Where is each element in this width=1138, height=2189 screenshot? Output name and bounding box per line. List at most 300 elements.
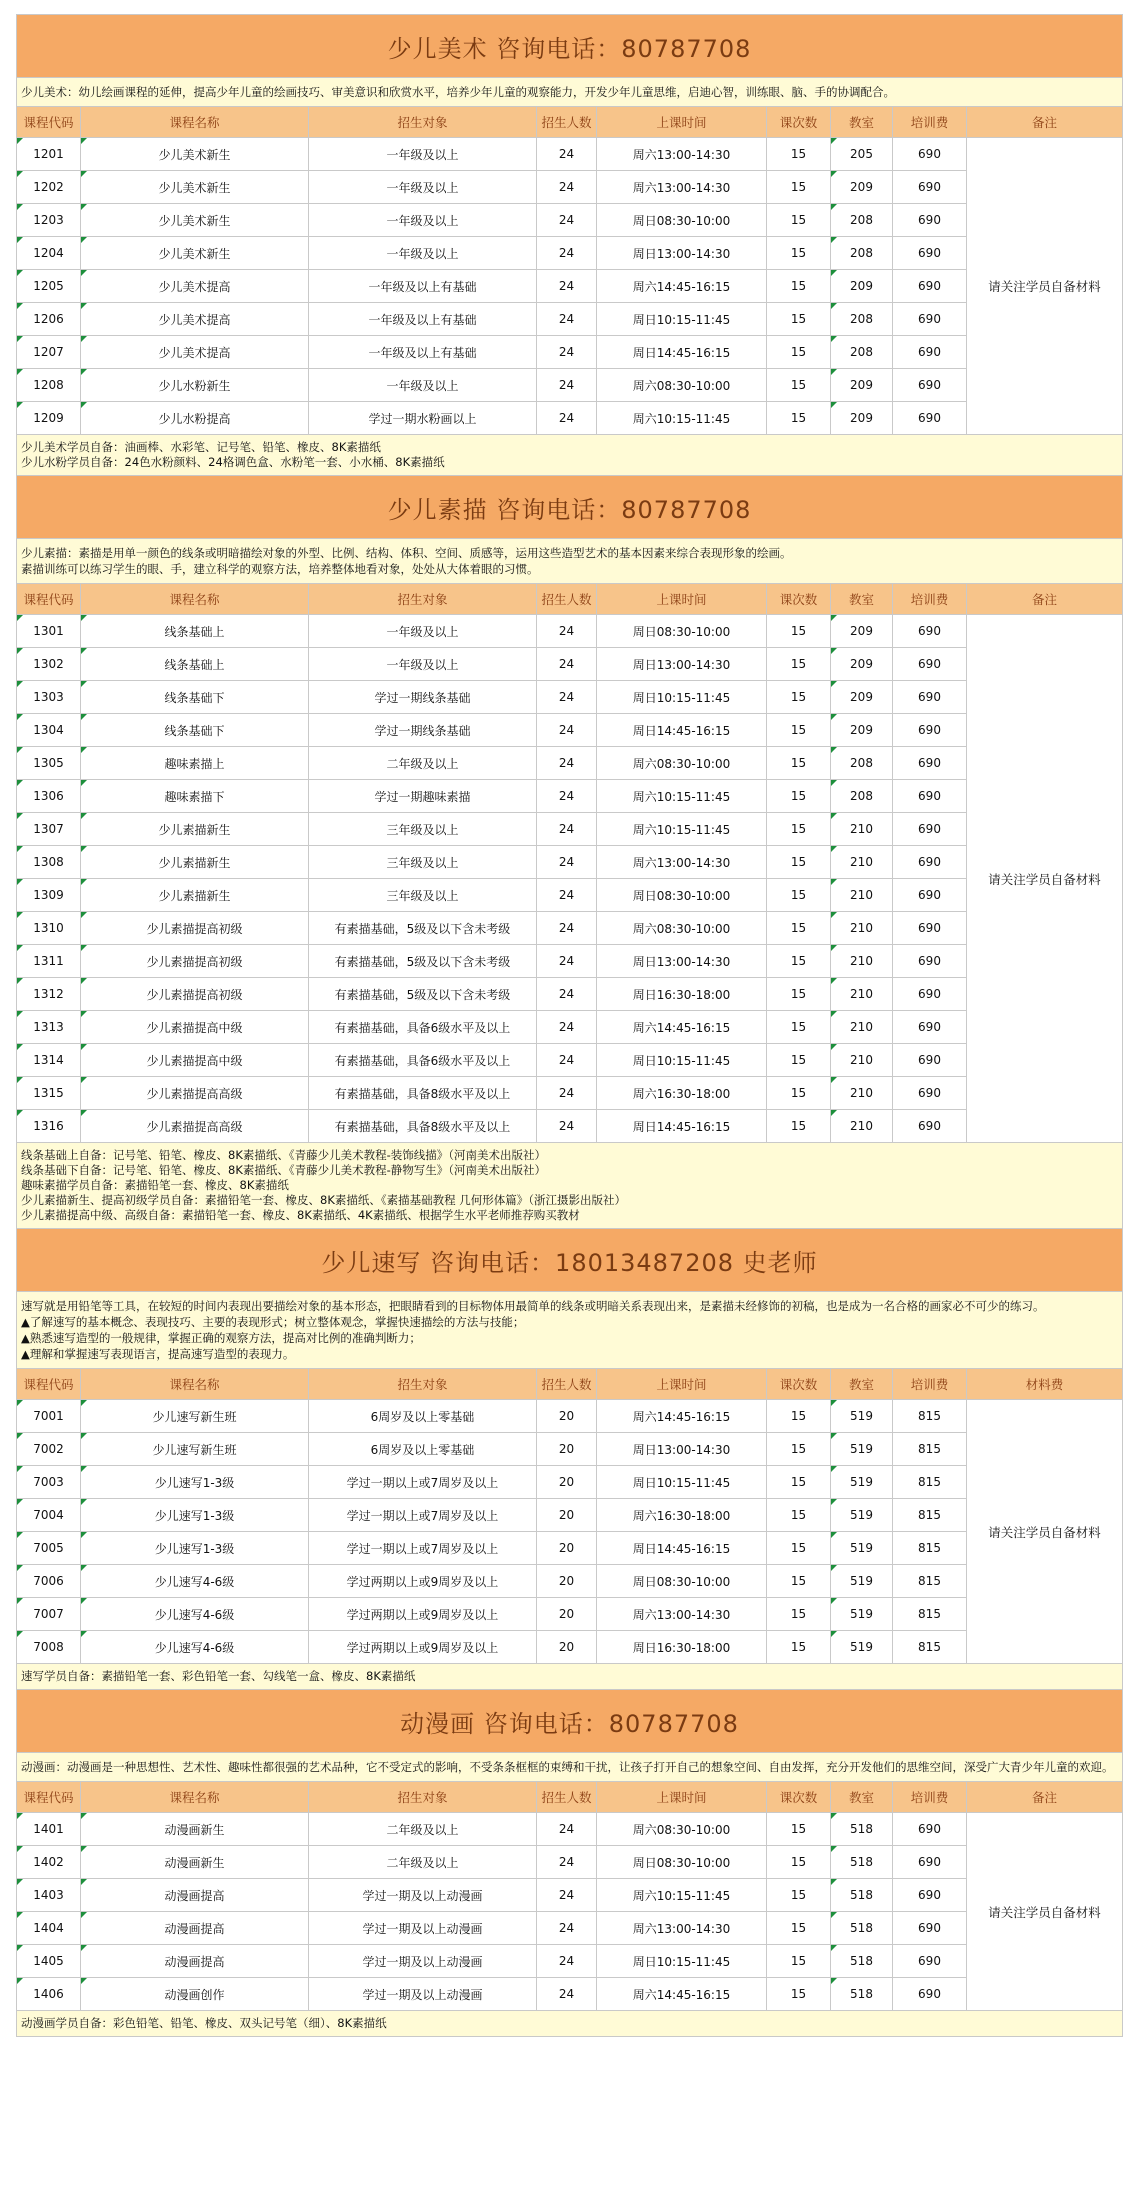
section-description xyxy=(17,1292,1123,1369)
table-cell: 周日10:15-11:45 xyxy=(597,681,767,714)
column-header: 课程名称 xyxy=(81,1369,309,1400)
table-cell: 24 xyxy=(537,369,597,402)
table-cell: 15 xyxy=(767,846,831,879)
table-cell: 一年级及以上 xyxy=(309,171,537,204)
table-cell: 24 xyxy=(537,945,597,978)
table-cell: 208 xyxy=(831,237,893,270)
table-cell: 15 xyxy=(767,171,831,204)
table-cell: 周日13:00-14:30 xyxy=(597,945,767,978)
table-cell: 15 xyxy=(767,138,831,171)
table-cell: 少儿素描提高初级 xyxy=(81,978,309,1011)
table-cell: 1312 xyxy=(17,978,81,1011)
table-cell: 1310 xyxy=(17,912,81,945)
column-header: 培训费 xyxy=(893,107,967,138)
table-cell: 周日08:30-10:00 xyxy=(597,1846,767,1879)
table-cell: 1405 xyxy=(17,1945,81,1978)
table-cell: 519 xyxy=(831,1532,893,1565)
table-cell: 690 xyxy=(893,270,967,303)
table-cell: 15 xyxy=(767,1846,831,1879)
table-cell: 7007 xyxy=(17,1598,81,1631)
column-header: 招生对象 xyxy=(309,107,537,138)
column-header: 上课时间 xyxy=(597,584,767,615)
table-cell: 少儿美术新生 xyxy=(81,237,309,270)
table-cell: 690 xyxy=(893,813,967,846)
table-cell: 周六14:45-16:15 xyxy=(597,1011,767,1044)
column-header: 培训费 xyxy=(893,1369,967,1400)
table-cell: 815 xyxy=(893,1499,967,1532)
table-cell: 15 xyxy=(767,204,831,237)
table-cell: 周六14:45-16:15 xyxy=(597,1978,767,2011)
table-cell: 一年级及以上有基础 xyxy=(309,336,537,369)
table-cell: 15 xyxy=(767,1565,831,1598)
table-cell: 少儿美术新生 xyxy=(81,138,309,171)
table-cell: 15 xyxy=(767,1532,831,1565)
table-row xyxy=(17,1846,1123,1879)
table-cell: 1315 xyxy=(17,1077,81,1110)
table-row xyxy=(17,912,1123,945)
table-cell: 周日08:30-10:00 xyxy=(597,879,767,912)
table-cell: 周六16:30-18:00 xyxy=(597,1077,767,1110)
table-cell: 24 xyxy=(537,912,597,945)
table-header-row xyxy=(17,1782,1123,1813)
table-cell: 6周岁及以上零基础 xyxy=(309,1400,537,1433)
table-cell: 二年级及以上 xyxy=(309,1813,537,1846)
table-cell: 690 xyxy=(893,681,967,714)
table-cell: 1304 xyxy=(17,714,81,747)
table-cell: 209 xyxy=(831,681,893,714)
table-cell: 1208 xyxy=(17,369,81,402)
section-description xyxy=(17,539,1123,584)
table-cell: 24 xyxy=(537,978,597,1011)
table-cell: 7001 xyxy=(17,1400,81,1433)
table-cell: 动漫画新生 xyxy=(81,1813,309,1846)
table-cell: 线条基础下 xyxy=(81,681,309,714)
table-cell: 线条基础下 xyxy=(81,714,309,747)
table-cell: 少儿速写4-6级 xyxy=(81,1565,309,1598)
table-cell: 周六10:15-11:45 xyxy=(597,813,767,846)
table-header-row xyxy=(17,107,1123,138)
column-header: 课次数 xyxy=(767,584,831,615)
table-cell: 1403 xyxy=(17,1879,81,1912)
supplies-note xyxy=(17,1664,1123,1690)
table-cell: 690 xyxy=(893,303,967,336)
table-cell: 205 xyxy=(831,138,893,171)
table-cell: 学过两期以上或9周岁及以上 xyxy=(309,1631,537,1664)
table-cell: 24 xyxy=(537,1044,597,1077)
supplies-row xyxy=(17,1143,1123,1229)
table-cell: 210 xyxy=(831,912,893,945)
table-cell: 15 xyxy=(767,402,831,435)
table-cell: 7005 xyxy=(17,1532,81,1565)
table-header-row xyxy=(17,1369,1123,1400)
course-catalog xyxy=(16,14,1122,2037)
table-cell: 少儿美术新生 xyxy=(81,171,309,204)
table-cell: 15 xyxy=(767,336,831,369)
table-cell: 学过两期以上或9周岁及以上 xyxy=(309,1565,537,1598)
table-cell: 动漫画提高 xyxy=(81,1945,309,1978)
table-cell: 15 xyxy=(767,1466,831,1499)
table-cell: 24 xyxy=(537,138,597,171)
table-cell: 少儿速写新生班 xyxy=(81,1400,309,1433)
table-cell: 有素描基础，5级及以下含未考级 xyxy=(309,912,537,945)
table-cell: 周日13:00-14:30 xyxy=(597,648,767,681)
table-cell: 二年级及以上 xyxy=(309,1846,537,1879)
table-row xyxy=(17,813,1123,846)
table-cell: 1203 xyxy=(17,204,81,237)
table-cell: 学过一期及以上动漫画 xyxy=(309,1945,537,1978)
table-cell: 1204 xyxy=(17,237,81,270)
table-cell: 少儿素描提高初级 xyxy=(81,912,309,945)
table-cell: 209 xyxy=(831,270,893,303)
table-cell: 周日08:30-10:00 xyxy=(597,204,767,237)
table-cell: 518 xyxy=(831,1846,893,1879)
table-cell: 周日10:15-11:45 xyxy=(597,1945,767,1978)
supplies-line: 线条基础上自备：记号笔、铅笔、橡皮、8K素描纸、《青藤少儿美术教程-装饰线描》（河南美术出版社） xyxy=(21,1148,547,1162)
supplies-line: 线条基础下自备：记号笔、铅笔、橡皮、8K素描纸、《青藤少儿美术教程-静物写生》（河南美术出版社） xyxy=(21,1163,547,1177)
column-header: 招生对象 xyxy=(309,1369,537,1400)
column-header: 教室 xyxy=(831,107,893,138)
table-cell: 210 xyxy=(831,1011,893,1044)
column-header: 上课时间 xyxy=(597,107,767,138)
table-cell: 少儿速写4-6级 xyxy=(81,1631,309,1664)
table-cell: 15 xyxy=(767,813,831,846)
table-cell: 6周岁及以上零基础 xyxy=(309,1433,537,1466)
description-line: 动漫画：动漫画是一种思想性、艺术性、趣味性都很强的艺术品种，它不受定式的影响，不受条条框框的束缚和干扰，让孩子打开自己的想象空间、自由发挥，充分开发他们的思维空间，深受广大青少年儿童的欢迎。 xyxy=(21,1760,1114,1774)
table-row xyxy=(17,1466,1123,1499)
table-row xyxy=(17,648,1123,681)
table-cell: 15 xyxy=(767,1110,831,1143)
section-title-row xyxy=(17,1229,1123,1292)
table-cell: 周六14:45-16:15 xyxy=(597,1400,767,1433)
table-row xyxy=(17,780,1123,813)
table-cell: 三年级及以上 xyxy=(309,846,537,879)
table-cell: 518 xyxy=(831,1879,893,1912)
column-header: 课程代码 xyxy=(17,1369,81,1400)
table-cell: 15 xyxy=(767,648,831,681)
table-cell: 24 xyxy=(537,171,597,204)
table-cell: 周六16:30-18:00 xyxy=(597,1499,767,1532)
table-cell: 7008 xyxy=(17,1631,81,1664)
column-header: 课程代码 xyxy=(17,107,81,138)
table-cell: 15 xyxy=(767,1912,831,1945)
column-header: 培训费 xyxy=(893,584,967,615)
table-cell: 周日16:30-18:00 xyxy=(597,978,767,1011)
table-cell: 少儿素描提高高级 xyxy=(81,1110,309,1143)
table-row xyxy=(17,270,1123,303)
column-header: 招生人数 xyxy=(537,1782,597,1813)
table-cell: 518 xyxy=(831,1978,893,2011)
table-cell: 209 xyxy=(831,615,893,648)
table-row xyxy=(17,1598,1123,1631)
table-cell: 690 xyxy=(893,780,967,813)
table-cell: 线条基础上 xyxy=(81,615,309,648)
table-cell: 690 xyxy=(893,369,967,402)
table-cell: 1207 xyxy=(17,336,81,369)
table-cell: 209 xyxy=(831,171,893,204)
table-row xyxy=(17,369,1123,402)
table-cell: 690 xyxy=(893,912,967,945)
table-cell: 周日14:45-16:15 xyxy=(597,1532,767,1565)
table-cell: 690 xyxy=(893,1011,967,1044)
table-cell: 周日13:00-14:30 xyxy=(597,237,767,270)
table-cell: 210 xyxy=(831,846,893,879)
table-cell: 15 xyxy=(767,1631,831,1664)
table-cell: 周六14:45-16:15 xyxy=(597,270,767,303)
table-cell: 15 xyxy=(767,978,831,1011)
table-cell: 少儿美术提高 xyxy=(81,270,309,303)
table-cell: 519 xyxy=(831,1400,893,1433)
table-cell: 周六10:15-11:45 xyxy=(597,402,767,435)
supplies-line: 少儿水粉学员自备：24色水粉颜料、24格调色盒、水粉笔一套、小水桶、8K素描纸 xyxy=(21,455,445,469)
table-cell: 15 xyxy=(767,1945,831,1978)
column-header: 课次数 xyxy=(767,1369,831,1400)
supplies-line: 少儿素描提高中级、高级自备：素描铅笔一套、橡皮、8K素描纸、4K素描纸、根据学生水平老师推荐购买教材 xyxy=(21,1208,580,1222)
table-cell: 208 xyxy=(831,303,893,336)
section-title: 少儿美术 咨询电话：80787708 xyxy=(17,15,1123,78)
column-header: 课次数 xyxy=(767,1782,831,1813)
table-cell: 1402 xyxy=(17,1846,81,1879)
table-cell: 有素描基础，具备8级水平及以上 xyxy=(309,1077,537,1110)
table-row xyxy=(17,1945,1123,1978)
table-cell: 一年级及以上 xyxy=(309,138,537,171)
table-cell: 519 xyxy=(831,1433,893,1466)
section-description-row xyxy=(17,539,1123,584)
table-cell: 1307 xyxy=(17,813,81,846)
table-cell: 1308 xyxy=(17,846,81,879)
table-cell: 动漫画创作 xyxy=(81,1978,309,2011)
table-cell: 24 xyxy=(537,747,597,780)
table-cell: 15 xyxy=(767,270,831,303)
table-cell: 24 xyxy=(537,681,597,714)
table-cell: 周六13:00-14:30 xyxy=(597,1598,767,1631)
table-cell: 7002 xyxy=(17,1433,81,1466)
table-cell: 15 xyxy=(767,747,831,780)
table-cell: 一年级及以上 xyxy=(309,204,537,237)
table-cell: 690 xyxy=(893,1813,967,1846)
table-cell: 24 xyxy=(537,879,597,912)
table-row xyxy=(17,237,1123,270)
table-cell: 少儿水粉新生 xyxy=(81,369,309,402)
table-cell: 24 xyxy=(537,1110,597,1143)
table-row xyxy=(17,138,1123,171)
table-cell: 周六08:30-10:00 xyxy=(597,1813,767,1846)
table-cell: 学过一期趣味素描 xyxy=(309,780,537,813)
table-cell: 209 xyxy=(831,714,893,747)
table-cell: 1205 xyxy=(17,270,81,303)
table-cell: 24 xyxy=(537,1978,597,2011)
table-cell: 少儿美术提高 xyxy=(81,336,309,369)
table-cell: 周六08:30-10:00 xyxy=(597,369,767,402)
table-cell: 15 xyxy=(767,1978,831,2011)
table-cell: 15 xyxy=(767,1499,831,1532)
column-header: 招生人数 xyxy=(537,1369,597,1400)
table-cell: 519 xyxy=(831,1598,893,1631)
supplies-note xyxy=(17,435,1123,476)
table-cell: 1309 xyxy=(17,879,81,912)
table-cell: 208 xyxy=(831,204,893,237)
table-cell: 少儿素描提高初级 xyxy=(81,945,309,978)
table-cell: 815 xyxy=(893,1631,967,1664)
table-cell: 690 xyxy=(893,1912,967,1945)
table-cell: 690 xyxy=(893,1846,967,1879)
table-cell: 24 xyxy=(537,270,597,303)
table-row xyxy=(17,204,1123,237)
table-cell: 少儿美术提高 xyxy=(81,303,309,336)
table-cell: 少儿素描提高高级 xyxy=(81,1077,309,1110)
remark-cell: 请关注学员自备材料 xyxy=(967,1813,1123,2011)
table-cell: 15 xyxy=(767,1813,831,1846)
table-cell: 209 xyxy=(831,369,893,402)
column-header: 教室 xyxy=(831,1369,893,1400)
table-row xyxy=(17,1631,1123,1664)
table-row xyxy=(17,978,1123,1011)
table-cell: 周日14:45-16:15 xyxy=(597,714,767,747)
table-cell: 一年级及以上 xyxy=(309,369,537,402)
column-header: 招生对象 xyxy=(309,1782,537,1813)
table-cell: 815 xyxy=(893,1532,967,1565)
table-cell: 有素描基础，5级及以下含未考级 xyxy=(309,945,537,978)
table-row xyxy=(17,1044,1123,1077)
section-title: 少儿素描 咨询电话：80787708 xyxy=(17,476,1123,539)
table-cell: 1401 xyxy=(17,1813,81,1846)
table-cell: 15 xyxy=(767,780,831,813)
table-cell: 一年级及以上有基础 xyxy=(309,270,537,303)
table-cell: 周日16:30-18:00 xyxy=(597,1631,767,1664)
table-cell: 690 xyxy=(893,237,967,270)
table-cell: 周六13:00-14:30 xyxy=(597,846,767,879)
table-cell: 15 xyxy=(767,912,831,945)
table-cell: 210 xyxy=(831,1110,893,1143)
table-cell: 周日08:30-10:00 xyxy=(597,1565,767,1598)
section-description-row xyxy=(17,1753,1123,1782)
table-cell: 20 xyxy=(537,1466,597,1499)
table-cell: 1302 xyxy=(17,648,81,681)
table-cell: 学过一期线条基础 xyxy=(309,714,537,747)
table-cell: 动漫画提高 xyxy=(81,1879,309,1912)
table-row xyxy=(17,1912,1123,1945)
table-cell: 学过一期以上或7周岁及以上 xyxy=(309,1466,537,1499)
table-cell: 24 xyxy=(537,1879,597,1912)
table-cell: 210 xyxy=(831,1044,893,1077)
supplies-note xyxy=(17,1143,1123,1229)
table-cell: 三年级及以上 xyxy=(309,879,537,912)
description-line: 少儿素描：素描是用单一颜色的线条或明暗描绘对象的外型、比例、结构、体积、空间、质感等，运用这些造型艺术的基本因素来综合表现形象的绘画。 xyxy=(21,546,792,560)
table-cell: 周日14:45-16:15 xyxy=(597,336,767,369)
supplies-line: 少儿素描新生、提高初级学员自备：素描铅笔一套、橡皮、8K素描纸、《素描基础教程 几何形体篇》（浙江摄影出版社） xyxy=(21,1193,627,1207)
table-cell: 815 xyxy=(893,1433,967,1466)
table-cell: 24 xyxy=(537,1813,597,1846)
table-cell: 15 xyxy=(767,369,831,402)
table-row xyxy=(17,1433,1123,1466)
table-cell: 690 xyxy=(893,648,967,681)
supplies-row xyxy=(17,1664,1123,1690)
column-header: 教室 xyxy=(831,1782,893,1813)
remark-cell: 请关注学员自备材料 xyxy=(967,615,1123,1143)
table-cell: 趣味素描下 xyxy=(81,780,309,813)
table-cell: 1406 xyxy=(17,1978,81,2011)
table-cell: 1305 xyxy=(17,747,81,780)
table-row xyxy=(17,1011,1123,1044)
table-cell: 三年级及以上 xyxy=(309,813,537,846)
table-cell: 学过一期以上或7周岁及以上 xyxy=(309,1532,537,1565)
table-cell: 24 xyxy=(537,204,597,237)
table-cell: 24 xyxy=(537,714,597,747)
table-cell: 519 xyxy=(831,1565,893,1598)
table-cell: 一年级及以上 xyxy=(309,237,537,270)
table-cell: 一年级及以上有基础 xyxy=(309,303,537,336)
table-row xyxy=(17,879,1123,912)
table-cell: 24 xyxy=(537,237,597,270)
table-cell: 15 xyxy=(767,1077,831,1110)
section-title-row xyxy=(17,1690,1123,1753)
table-cell: 少儿速写1-3级 xyxy=(81,1466,309,1499)
table-cell: 815 xyxy=(893,1400,967,1433)
table-cell: 周六13:00-14:30 xyxy=(597,1912,767,1945)
table-row xyxy=(17,1077,1123,1110)
column-header: 材料费 xyxy=(967,1369,1123,1400)
section-description-row xyxy=(17,78,1123,107)
column-header: 课程名称 xyxy=(81,584,309,615)
remark-cell: 请关注学员自备材料 xyxy=(967,138,1123,435)
table-cell: 24 xyxy=(537,402,597,435)
table-cell: 1202 xyxy=(17,171,81,204)
table-cell: 690 xyxy=(893,138,967,171)
table-row xyxy=(17,1110,1123,1143)
table-cell: 690 xyxy=(893,1110,967,1143)
table-cell: 690 xyxy=(893,1879,967,1912)
table-cell: 15 xyxy=(767,615,831,648)
table-cell: 208 xyxy=(831,747,893,780)
table-cell: 二年级及以上 xyxy=(309,747,537,780)
table-cell: 20 xyxy=(537,1631,597,1664)
table-cell: 周日10:15-11:45 xyxy=(597,1044,767,1077)
remark-cell: 请关注学员自备材料 xyxy=(967,1400,1123,1664)
table-cell: 15 xyxy=(767,714,831,747)
table-cell: 24 xyxy=(537,846,597,879)
table-cell: 24 xyxy=(537,1945,597,1978)
table-cell: 周六08:30-10:00 xyxy=(597,912,767,945)
column-header: 上课时间 xyxy=(597,1369,767,1400)
column-header: 招生人数 xyxy=(537,107,597,138)
table-header-row xyxy=(17,584,1123,615)
table-cell: 690 xyxy=(893,1044,967,1077)
table-row xyxy=(17,1400,1123,1433)
supplies-row xyxy=(17,2011,1123,2037)
table-cell: 1306 xyxy=(17,780,81,813)
table-cell: 518 xyxy=(831,1813,893,1846)
column-header: 教室 xyxy=(831,584,893,615)
table-cell: 1316 xyxy=(17,1110,81,1143)
table-cell: 7004 xyxy=(17,1499,81,1532)
table-cell: 815 xyxy=(893,1565,967,1598)
column-header: 培训费 xyxy=(893,1782,967,1813)
table-cell: 690 xyxy=(893,1945,967,1978)
table-cell: 1314 xyxy=(17,1044,81,1077)
table-cell: 周六13:00-14:30 xyxy=(597,138,767,171)
table-cell: 线条基础上 xyxy=(81,648,309,681)
table-row xyxy=(17,945,1123,978)
table-cell: 少儿素描新生 xyxy=(81,879,309,912)
section-title: 动漫画 咨询电话：80787708 xyxy=(17,1690,1123,1753)
table-cell: 815 xyxy=(893,1466,967,1499)
table-row xyxy=(17,1978,1123,2011)
column-header: 招生对象 xyxy=(309,584,537,615)
table-cell: 208 xyxy=(831,336,893,369)
description-line: 素描训练可以练习学生的眼、手，建立科学的观察方法，培养整体地看对象，处处从大体着眼的习惯。 xyxy=(21,562,539,576)
table-cell: 周六08:30-10:00 xyxy=(597,747,767,780)
table-row xyxy=(17,1813,1123,1846)
description-line: ▲了解速写的基本概念、表现技巧、主要的表现形式；树立整体观念，掌握快速描绘的方法与技能； xyxy=(21,1315,525,1329)
